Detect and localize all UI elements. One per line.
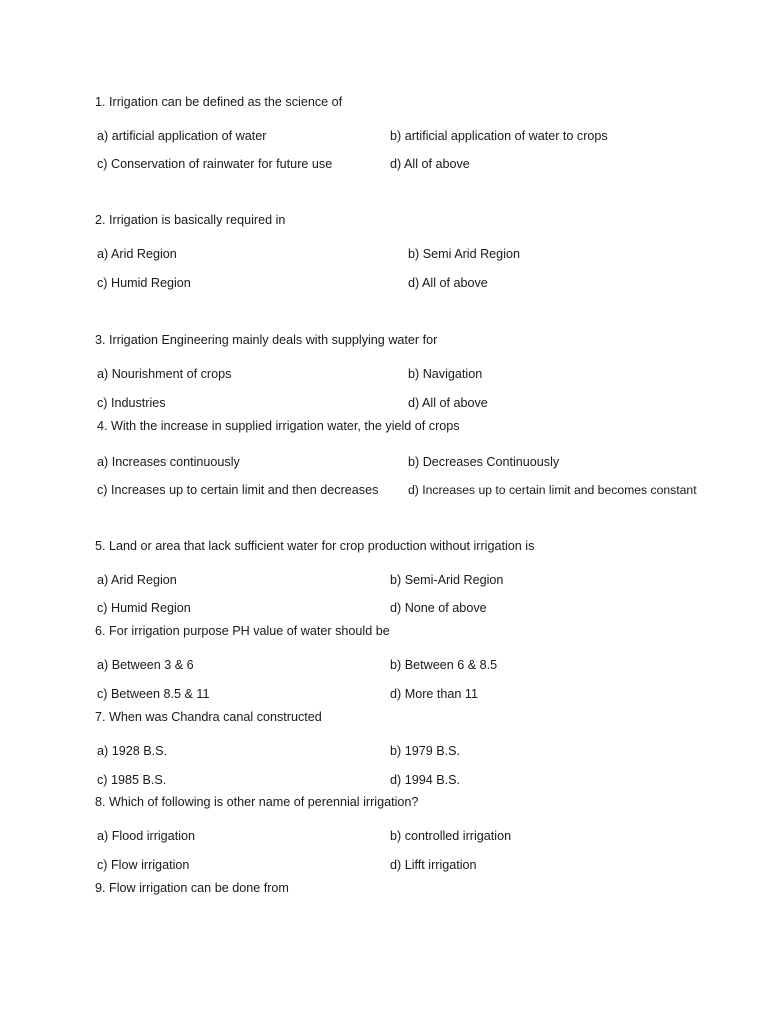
question-3-stem: 3. Irrigation Engineering mainly deals with supplying water for [95,333,438,347]
question-6-option-a: a) Between 3 & 6 [97,658,194,672]
question-8-option-d: d) Lifft irrigation [390,858,477,872]
question-5-option-c: c) Humid Region [97,601,191,615]
question-3-option-a: a) Nourishment of crops [97,367,232,381]
question-7-option-a: a) 1928 B.S. [97,744,168,758]
question-5-option-d: d) None of above [390,601,487,615]
question-6-option-b: b) Between 6 & 8.5 [390,658,498,672]
question-1-option-b: b) artificial application of water to crops [390,129,608,143]
question-5-option-b: b) Semi-Arid Region [390,573,504,587]
question-3-option-d: d) All of above [408,396,488,410]
question-2-option-b: b) Semi Arid Region [408,247,520,261]
question-7-option-d: d) 1994 B.S. [390,773,461,787]
question-3-option-b: b) Navigation [408,367,483,381]
question-8-stem: 8. Which of following is other name of perennial irrigation? [95,795,419,809]
question-5-stem: 5. Land or area that lack sufficient water for crop production without irrigation is [95,539,535,553]
question-3-option-c: c) Industries [97,396,166,410]
question-2-option-a: a) Arid Region [97,247,177,261]
question-6-stem: 6. For irrigation purpose PH value of water should be [95,624,390,638]
question-9-stem: 9. Flow irrigation can be done from [95,881,289,895]
question-4-stem: 4. With the increase in supplied irrigation water, the yield of crops [97,419,460,433]
question-1-option-d: d) All of above [390,157,470,171]
question-7-option-b: b) 1979 B.S. [390,744,461,758]
question-1-option-c: c) Conservation of rainwater for future use [97,157,333,171]
question-8-option-b: b) controlled irrigation [390,829,512,843]
question-4-option-c: c) Increases up to certain limit and then decreases [97,483,379,497]
question-2-stem: 2. Irrigation is basically required in [95,213,286,227]
question-4-option-a: a) Increases continuously [97,455,240,469]
question-6-option-c: c) Between 8.5 & 11 [97,687,210,701]
question-6-option-d: d) More than 11 [390,687,478,701]
question-1-stem: 1. Irrigation can be defined as the science of [95,95,343,109]
question-8-option-c: c) Flow irrigation [97,858,190,872]
question-2-option-d: d) All of above [408,276,488,290]
question-7-option-c: c) 1985 B.S. [97,773,167,787]
question-4-option-b: b) Decreases Continuously [408,455,560,469]
question-7-stem: 7. When was Chandra canal constructed [95,710,322,724]
question-5-option-a: a) Arid Region [97,573,177,587]
question-4-option-d: d) Increases up to certain limit and becomes constant [408,483,697,497]
question-8-option-a: a) Flood irrigation [97,829,195,843]
question-1-option-a: a) artificial application of water [97,129,267,143]
question-2-option-c: c) Humid Region [97,276,191,290]
